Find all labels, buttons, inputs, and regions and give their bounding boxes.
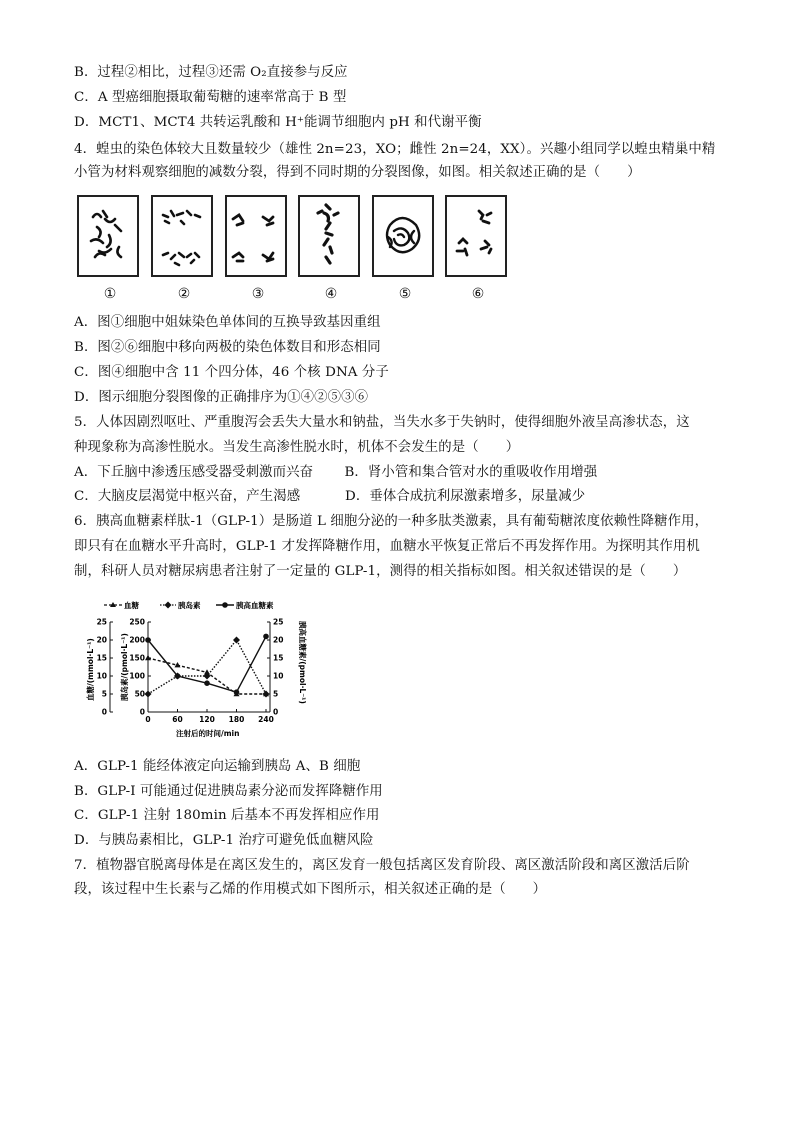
q4-option-d: D．图示细胞分裂图像的正确排序为①④②⑤③⑥ [74, 390, 369, 405]
middle-tick-label-1: 50 [134, 689, 145, 699]
right-axis-title: 胰高血糖素/(pmol·L⁻¹) [298, 621, 307, 704]
q4-option-c: C．图④细胞中含 11 个四分体，46 个核 DNA 分子 [74, 365, 389, 380]
chromosome-drawing-3 [227, 197, 285, 275]
point-glucagon-2 [204, 680, 210, 686]
right-tick-label-4: 20 [273, 635, 284, 645]
right-tick-label-1: 5 [273, 689, 279, 699]
left-tick-label-1: 5 [101, 689, 107, 699]
q7-stem-1: 7．植物器官脱离母体是在离区发生的，离区发育一般包括离区发育阶段、离区激活阶段和离区激活后阶 [74, 858, 690, 873]
x-tick-label-3: 180 [228, 715, 245, 724]
chromosome-drawing-2 [153, 197, 211, 275]
q5-stem-1: 5．人体因剧烈呕吐、严重腹泻会丢失大量水和钠盐，当失水多于失钠时，使得细胞外液呈高渗状态，这 [74, 415, 690, 430]
q6-stem-2: 即只有在血糖水平升高时，GLP-1 才发挥降糖作用，血糖水平恢复正常后不再发挥作用。为探明其作用机 [74, 539, 700, 554]
chart-legend [104, 600, 274, 610]
q4-stem-1: 4．蝗虫的染色体较大且数量较少（雄性 2n=23，XO；雌性 2n=24，XX）。兴趣小组同学以蝗虫精巢中精 [74, 142, 716, 157]
legend-marker-insulin [165, 602, 172, 609]
chromosome-drawing-1 [79, 197, 137, 275]
cell-panel-1 [77, 195, 139, 277]
middle-tick-label-2: 100 [129, 671, 145, 681]
point-insulin-4 [263, 691, 270, 698]
right-tick-label-2: 10 [273, 671, 284, 681]
x-tick-label-1: 60 [172, 715, 183, 724]
q4-option-b: B．图②⑥细胞中移向两极的染色体数目和形态相同 [74, 340, 381, 355]
left-tick-label-3: 15 [96, 653, 107, 663]
legend-marker-glucagon [222, 602, 228, 608]
glp1-chart [88, 597, 308, 739]
middle-axis-title: 胰岛素/(pmol·L⁻¹) [120, 633, 129, 701]
x-tick-label-4: 240 [258, 715, 274, 724]
left-tick-label-2: 10 [96, 671, 107, 681]
right-tick-label-3: 15 [273, 653, 284, 663]
legend-label-glucagon: 胰高血糖素 [236, 601, 274, 610]
left-tick-label-5: 25 [96, 617, 107, 627]
right-tick-label-5: 25 [273, 617, 284, 627]
legend-label-blood-sugar: 血糖 [124, 601, 139, 610]
middle-tick-label-0: 0 [139, 707, 145, 717]
cell-panel-2 [151, 195, 213, 277]
q7-stem-2: 段，该过程中生长素与乙烯的作用模式如下图所示，相关叙述正确的是（ ） [74, 882, 547, 897]
q4-option-a: A．图①细胞中姐妹染色单体间的互换导致基因重组 [74, 315, 381, 330]
line-b-process: B．过程②相比，过程③还需 O₂直接参与反应 [74, 65, 348, 80]
cell-panel-4 [298, 195, 360, 277]
cell-panel-5 [372, 195, 434, 277]
left-axis-title: 血糖/(mmol·L⁻¹) [86, 638, 95, 701]
panel-label-1: ① [103, 286, 117, 302]
cell-panel-3 [225, 195, 287, 277]
x-tick-label-0: 0 [145, 715, 151, 724]
chromosome-drawing-4 [300, 197, 358, 275]
legend-label-insulin: 胰岛素 [178, 601, 201, 610]
q5-stem-2: 种现象称为高渗性脱水。当发生高渗性脱水时，机体不会发生的是（ ） [74, 440, 520, 455]
q6-option-b: B．GLP-I 可能通过促进胰岛素分泌而发挥降糖作用 [74, 784, 383, 799]
point-insulin-2 [204, 673, 211, 680]
middle-tick-label-5: 250 [129, 617, 145, 627]
q6-stem-1: 6．胰高血糖素样肽-1（GLP-1）是肠道 L 细胞分泌的一种多肽类激素，具有葡萄糖浓度依赖性降糖作用， [74, 514, 709, 529]
x-tick-label-2: 120 [199, 715, 215, 724]
panel-label-2: ② [177, 286, 191, 302]
panel-label-6: ⑥ [471, 286, 485, 302]
q5-options-cd: C．大脑皮层渴觉中枢兴奋，产生渴感 D．垂体合成抗利尿激素增多，尿量减少 [74, 489, 586, 504]
point-insulin-3 [233, 637, 240, 644]
chromosome-drawing-6 [447, 197, 505, 275]
q6-stem-3: 制，科研人员对糖尿病患者注射了一定量的 GLP-1，测得的相关指标如图。相关叙述错误的是（ ） [74, 564, 687, 579]
q6-option-c: C．GLP-1 注射 180min 后基本不再发挥相应作用 [74, 808, 380, 823]
panel-label-3: ③ [251, 286, 265, 302]
point-insulin-0 [145, 691, 152, 698]
middle-tick-label-3: 150 [129, 653, 145, 663]
panel-label-5: ⑤ [398, 286, 412, 302]
panel-label-4: ④ [324, 286, 338, 302]
q4-stem-2: 小管为材料观察细胞的减数分裂，得到不同时期的分裂图像，如图。相关叙述正确的是（ ） [74, 165, 641, 180]
q6-option-d: D．与胰岛素相比，GLP-1 治疗可避免低血糖风险 [74, 833, 374, 848]
point-glucagon-4 [263, 634, 269, 640]
series-layer [145, 634, 270, 698]
point-blood-sugar-1 [175, 662, 181, 667]
left-tick-label-4: 20 [96, 635, 107, 645]
right-tick-label-0: 0 [273, 707, 279, 717]
point-glucagon-0 [145, 637, 151, 643]
middle-tick-label-4: 200 [129, 635, 145, 645]
cell-panel-6 [445, 195, 507, 277]
q5-options-ab: A．下丘脑中渗透压感受器受刺激而兴奋 B．肾小管和集合管对水的重吸收作用增强 [74, 465, 598, 480]
point-glucagon-1 [175, 673, 181, 679]
left-tick-label-0: 0 [101, 707, 107, 717]
line-d-mct: D．MCT1、MCT4 共转运乳酸和 H⁺能调节细胞内 pH 和代谢平衡 [74, 115, 482, 130]
line-c-uptake: C．A 型癌细胞摄取葡萄糖的速率常高于 B 型 [74, 90, 347, 105]
x-axis-title: 注射后的时间/min [176, 729, 240, 738]
point-glucagon-3 [234, 689, 240, 695]
chromosome-drawing-5 [374, 197, 432, 275]
q6-option-a: A．GLP-1 能经体液定向运输到胰岛 A、B 细胞 [74, 759, 361, 774]
